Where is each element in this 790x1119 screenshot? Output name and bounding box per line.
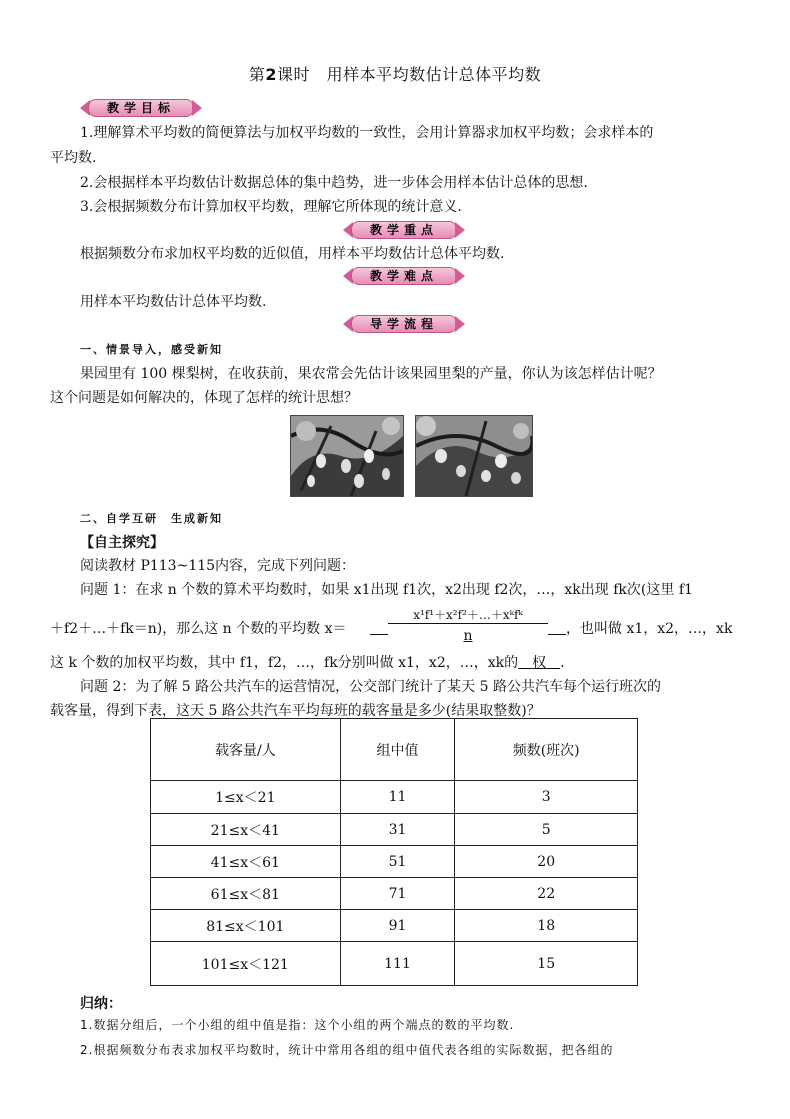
- fraction-denominator: n: [463, 628, 473, 644]
- goal-1-line-2: 平均数.: [50, 150, 97, 166]
- table-row: 61≤x＜81 71 22: [151, 878, 638, 910]
- question-2-line-1: 问题 2：为了解 5 路公共汽车的运营情况，公交部门统计了某天 5 路公共汽车每个运行班次的: [80, 679, 661, 695]
- difficulty-text: 用样本平均数估计总体平均数.: [80, 294, 267, 310]
- table-row: 21≤x＜41 31 5: [151, 814, 638, 846]
- goals-banner: 教学目标: [80, 98, 202, 118]
- section-2-heading: 二、自学互研 生成新知: [80, 512, 223, 525]
- flow-banner: 导学流程: [343, 314, 465, 334]
- question-2-line-2: 载客量，得到下表，这天 5 路公共汽车平均每班的载客量是多少(结果取整数)？: [50, 703, 541, 719]
- goal-1-line-1: 1.理解算术平均数的简便算法与加权平均数的一致性，会用计算器求加权平均数；会求样本的: [80, 125, 654, 141]
- table-header: 频数(班次): [455, 719, 638, 781]
- answer-blank: 权: [532, 655, 547, 671]
- blank-underline-left: [370, 618, 388, 635]
- summary-item-2: 2.根据频数分布表求加权平均数时，统计中常用各组的组中值代表各组的实际数据，把各组的: [80, 1043, 614, 1057]
- goal-2: 2.会根据样本平均数估计数据总体的集中趋势，进一步体会用样本估计总体的思想.: [80, 175, 588, 191]
- key-point-banner: 教学重点: [343, 220, 465, 240]
- table-row: 1≤x＜21 11 3: [151, 781, 638, 814]
- summary-item-1: 1.数据分组后，一个小组的组中值是指：这个小组的两个端点的数的平均数.: [80, 1018, 515, 1032]
- summary-label: 归纳：: [80, 996, 122, 1012]
- table-header: 载客量/人: [151, 719, 341, 781]
- right-arrow-icon: [192, 100, 202, 116]
- question-1-line-3: 这 k 个数的加权平均数，其中 f1，f2，…，fk分别叫做 x1，x2，…，xk的 权 .: [50, 655, 565, 671]
- section-1-line-1: 果园里有 100 棵梨树，在收获前，果农常会先估计该果园里梨的产量，你认为该怎样估计呢？: [80, 366, 662, 382]
- table-header-row: [151, 719, 638, 781]
- question-1-line-2a: ＋f2＋…＋fk＝n)，那么这 n 个数的平均数 x＝: [50, 621, 347, 637]
- question-1-line-2b: ，也叫做 x1，x2，…，xk: [566, 621, 733, 637]
- section-1-line-2: 这个问题是如何解决的，体现了怎样的统计思想？: [50, 390, 358, 406]
- page-title: 第2课时 用样本平均数估计总体平均数: [248, 65, 542, 84]
- section-2-subheading: 【自主探究】: [80, 535, 164, 551]
- passenger-frequency-table: [150, 718, 638, 986]
- difficulty-banner: 教学难点: [343, 266, 465, 286]
- pear-tree-photo-left: [290, 415, 404, 497]
- key-point-text: 根据频数分布求加权平均数的近似值，用样本平均数估计总体平均数.: [80, 246, 505, 262]
- table-row: 101≤x＜121 111 15: [151, 942, 638, 986]
- right-arrow-icon: [455, 268, 465, 284]
- blank-underline-right: [548, 618, 566, 635]
- table-row: 81≤x＜101 91 18: [151, 910, 638, 942]
- section-1-heading: 一、情景导入，感受新知: [80, 343, 223, 356]
- goal-3: 3.会根据频数分布计算加权平均数，理解它所体现的统计意义.: [80, 199, 462, 215]
- table-header: 组中值: [340, 719, 455, 781]
- right-arrow-icon: [455, 222, 465, 238]
- read-instruction: 阅读教材 P113~115内容，完成下列问题：: [80, 558, 356, 574]
- question-1-line-1: 问题 1：在求 n 个数的算术平均数时，如果 x1出现 f1次，x2出现 f2次，…，xk出现 fk次(这里 f1: [80, 582, 693, 598]
- pear-tree-photo-right: [415, 415, 533, 497]
- table-row: 41≤x＜61 51 20: [151, 846, 638, 878]
- right-arrow-icon: [455, 316, 465, 332]
- fraction-numerator: x¹f¹＋x²f²＋…＋xᵏfᵏ: [388, 606, 548, 624]
